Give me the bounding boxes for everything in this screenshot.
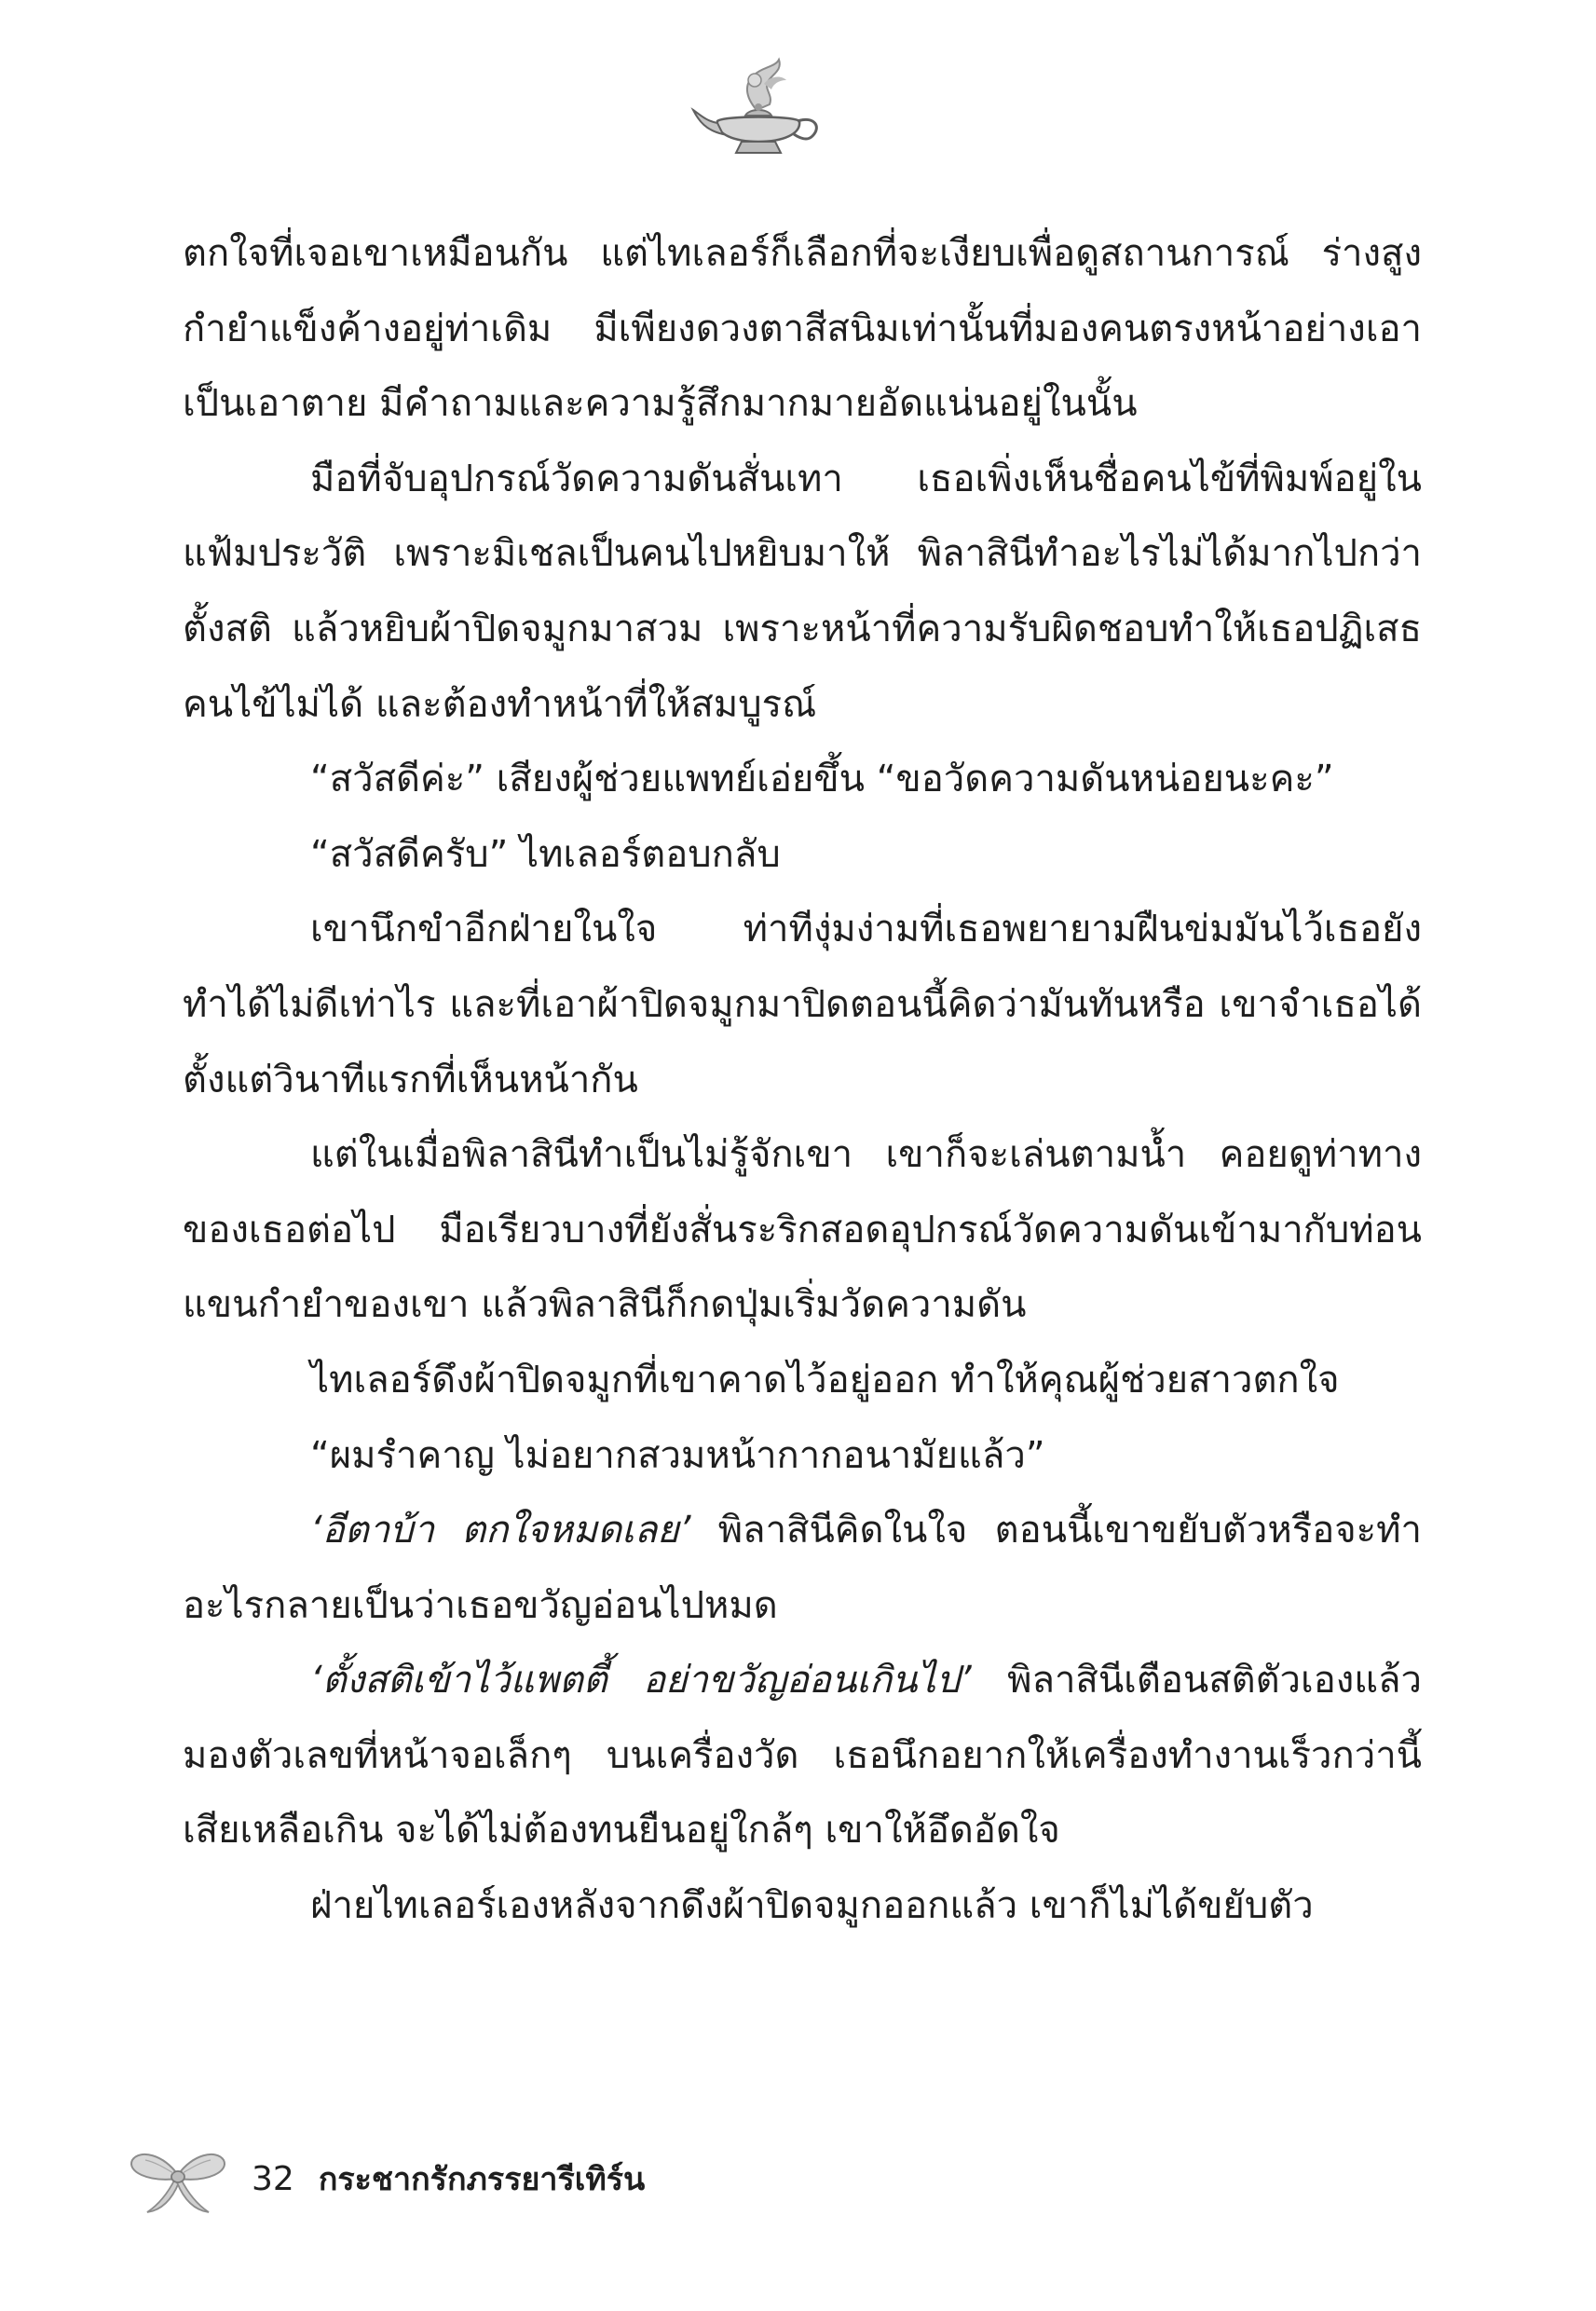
paragraph-text: “สวัสดีครับ” ไทเลอร์ตอบกลับ [310,832,781,876]
italic-thought: ‘อีตาบ้า ตกใจหมดเลย’ [310,1509,691,1552]
paragraph [183,892,1422,1117]
paragraph [183,1868,1422,1944]
paragraph-text: ฝ่ายไทเลอร์เองหลังจากดึงผ้าปิดจมูกออกแล้ว เขาก็ไม่ได้ขยับตัว [310,1884,1314,1928]
paragraph [183,216,1422,442]
italic-thought: ‘ตั้งสติเข้าไว้แพตตี้ อย่าขวัญอ่อนเกินไป’ [310,1659,972,1702]
paragraph [183,817,1422,893]
paragraph [183,1418,1422,1494]
paragraph [183,1343,1422,1418]
paragraph-text: พิลาสินีคิดในใจ ตอนนี้เขาขยับตัวหรือจะทำอะไรกลายเป็นว่าเธอขวัญอ่อนไปหมด [183,1509,1422,1627]
paragraph-text: แต่ในเมื่อพิลาสินีทำเป็นไม่รู้จักเขา เขาก็จะเล่นตามน้ำ คอยดูท่าทางของเธอต่อไป มือเรียวบางที่ยังสั่นระริกสอดอุปกรณ์วัดความดันเข้ามากับท่อนแขนกำยำของเขา แล้วพิลาสินีก็กดปุ่มเริ่มวัดความดัน [183,1133,1422,1327]
paragraph-text: มือที่จับอุปกรณ์วัดความดันสั่นเทา เธอเพิ่งเห็นชื่อคนไข้ที่พิมพ์อยู่ในแฟ้มประวัติ เพราะมิเชลเป็นคนไปหยิบมาให้ พิลาสินีทำอะไรไม่ได้มากไปกว่าตั้งสติ แล้วหยิบผ้าปิดจมูกมาสวม เพราะหน้าที่ความรับผิดชอบทำให้เธอปฏิเสธคนไข้ไม่ได้ และต้องทำหน้าที่ให้สมบูรณ์ [183,457,1422,726]
paragraph-text: “ผมรำคาญ ไม่อยากสวมหน้ากากอนามัยแล้ว” [310,1433,1045,1477]
genie-lamp-icon [689,56,829,158]
paragraph [183,742,1422,817]
paragraph [183,1643,1422,1868]
paragraph [183,442,1422,742]
paragraph-text: ไทเลอร์ดึงผ้าปิดจมูกที่เขาคาดไว้อยู่ออก ทำให้คุณผู้ช่วยสาวตกใจ [310,1358,1340,1402]
paragraph-text: “สวัสดีค่ะ” เสียงผู้ช่วยแพทย์เอ่ยขึ้น “ขอวัดความดันหน่อยนะคะ” [310,758,1334,801]
body-text [183,216,1422,1944]
paragraph-text: เขานึกขำอีกฝ่ายในใจ ท่าทีงุ่มง่ามที่เธอพยายามฝืนข่มมันไว้เธอยังทำได้ไม่ดีเท่าไร และที่เอาผ้าปิดจมูกมาปิดตอนนี้คิดว่ามันทันหรือ เขาจำเธอได้ตั้งแต่วินาทีแรกที่เห็นหน้ากัน [183,908,1422,1101]
paragraph [183,1117,1422,1343]
paragraph-text: พิลาสินีเตือนสติตัวเองแล้วมองตัวเลขที่หน้าจอเล็กๆ บนเครื่องวัด เธอนึกอยากให้เครื่องทำงานเร็วกว่านี้เสียเหลือเกิน จะได้ไม่ต้องทนยืนอยู่ใกล้ๆ เขาให้อึดอัดใจ [183,1659,1422,1853]
ribbon-bow-icon [127,2141,229,2216]
book-title: กระชากรักภรรยารีเทิร์น [318,2161,646,2198]
paragraph-text: ตกใจที่เจอเขาเหมือนกัน แต่ไทเลอร์ก็เลือกที่จะเงียบเพื่อดูสถานการณ์ ร่างสูงกำยำแข็งค้างอยู่ท่าเดิม มีเพียงดวงตาสีสนิมเท่านั้นที่มองคนตรงหน้าอย่างเอาเป็นเอาตาย มีคำถามและความรู้สึกมากมายอัดแน่นอยู่ในนั้น [183,232,1422,426]
page-number: 32 [252,2159,294,2198]
page-footer [127,2141,645,2216]
paragraph [183,1493,1422,1643]
